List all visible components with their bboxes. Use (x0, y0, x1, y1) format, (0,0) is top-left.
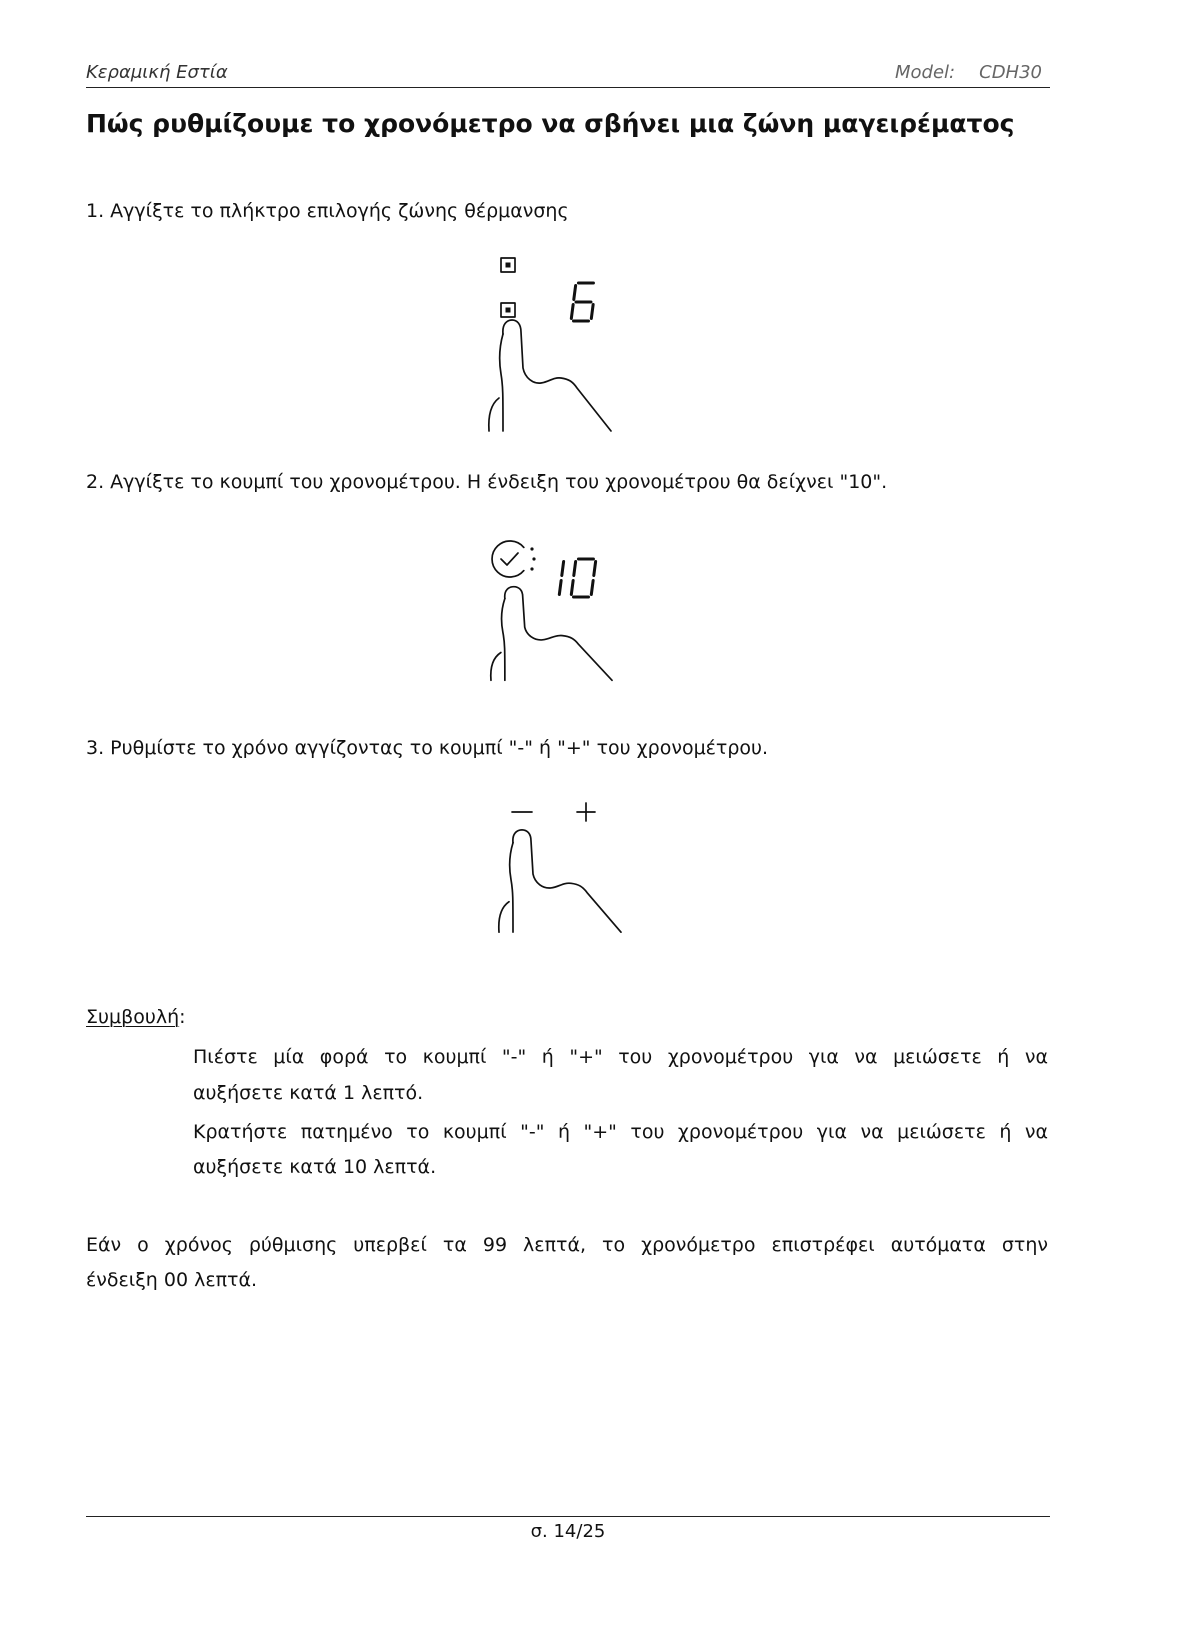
note-line-1: Εάν ο χρόνος ρύθμισης υπερβεί τα 99 λεπτά, το χρονόμετρο επιστρέφει αυτόματα στην (86, 1234, 1048, 1256)
header-model (895, 62, 1042, 84)
model-value: CDH30 (979, 62, 1042, 83)
page-title: Πώς ρυθμίζουμε το χρονόμετρο να σβήνει μια ζώνη μαγειρέματος (86, 109, 1015, 138)
display-segment (562, 562, 564, 576)
pointing-hand-icon (485, 318, 615, 433)
header-rule (86, 87, 1050, 88)
timer-button-icon (488, 537, 542, 581)
display-segment (574, 286, 576, 300)
pointing-hand-icon (495, 828, 625, 934)
pointing-hand-icon (487, 585, 616, 682)
zone-select-key-icon (500, 302, 516, 318)
note-line-2: ένδειξη 00 λεπτά. (86, 1269, 258, 1291)
tip-1-line-2: αυξήσετε κατά 1 λεπτό. (193, 1082, 424, 1104)
display-segment (571, 305, 573, 319)
tip-2-line-2: αυξήσετε κατά 10 λεπτά. (193, 1156, 437, 1178)
tips-label: Συμβουλή (86, 1006, 180, 1028)
header-brand: Κεραμική Εστία (86, 62, 228, 83)
step-3-text: 3. Ρυθμίστε το χρόνο αγγίζοντας το κουμπί "-" ή "+" του χρονομέτρου. (86, 737, 769, 759)
display-segment (574, 562, 576, 576)
step-2-text: 2. Αγγίξτε το κουμπί του χρονομέτρου. Η ένδειξη του χρονομέτρου θα δείχνει "10". (86, 471, 888, 493)
tips-label-suffix: : (179, 1006, 186, 1028)
footer-rule (86, 1516, 1050, 1517)
tip-2-line-1: Κρατήστε πατημένο το κουμπί "-" ή "+" του χρονομέτρου για να μειώσετε ή να (193, 1121, 1048, 1143)
tips-heading (86, 1005, 186, 1029)
plus-icon (575, 801, 597, 823)
step-1-text: 1. Αγγίξτε το πλήκτρο επιλογής ζώνης θέρμανσης (86, 200, 569, 222)
display-segment (591, 305, 593, 319)
model-label: Model: (895, 62, 956, 83)
minus-icon (510, 805, 534, 819)
display-segment (594, 562, 596, 576)
tip-1-line-1: Πιέστε μία φορά το κουμπί "-" ή "+" του χρονομέτρου για να μειώσετε ή να (193, 1046, 1048, 1068)
page-number: σ. 14/25 (530, 1521, 606, 1542)
zone-select-key-icon (500, 257, 516, 273)
